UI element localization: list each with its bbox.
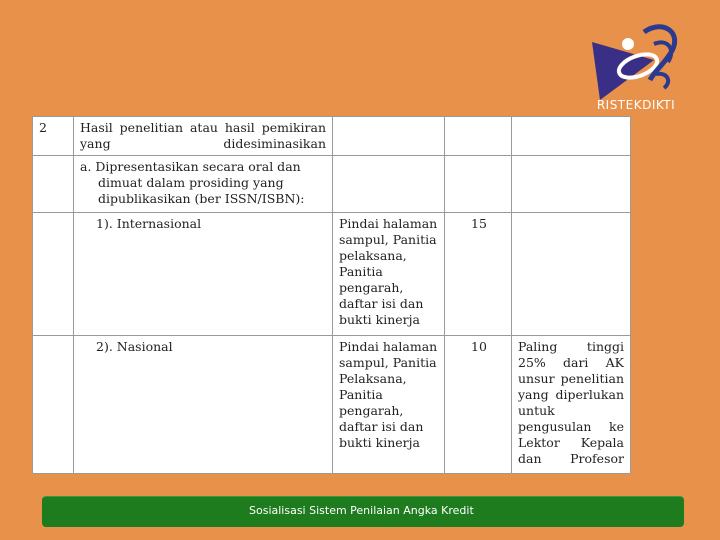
note-cell (512, 213, 631, 336)
table-row (33, 156, 631, 213)
points-cell: 10 (445, 336, 512, 474)
points-cell: 15 (445, 213, 512, 336)
rubric-table (32, 116, 631, 474)
table-row (33, 213, 631, 336)
evidence-cell: Pindai halaman sampul, Panitia Pelaksana, Panitia pengarah, daftar isi dan bukti kinerja (333, 336, 445, 474)
footer-bar (42, 496, 684, 527)
footer-text: Sosialisasi Sistem Penilaian Angka Kredit (249, 504, 474, 517)
subsection-a (74, 156, 333, 213)
subsection-a-line: dimuat dalam prosiding yang (98, 175, 284, 190)
item-label: 2). Nasional (74, 336, 333, 474)
evidence-cell: Pindai halaman sampul, Panitia pelaksana, Panitia pengarah, daftar isi dan bukti kinerja (333, 213, 445, 336)
document-page (32, 116, 630, 473)
subsection-a-line: dipublikasikan (ber ISSN/ISBN): (98, 191, 305, 206)
table-row (33, 117, 631, 156)
item-label: 1). Internasional (74, 213, 333, 336)
note-cell: Paling tinggi 25% dari AK unsur penelitian yang diperlukan untuk pengusulan ke Lektor Kepala dan Profesor (512, 336, 631, 474)
row-number: 2 (33, 117, 74, 156)
table-row (33, 336, 631, 474)
logo-wordmark: RISTEKDIKTI (596, 98, 676, 112)
section-heading: Hasil penelitian atau hasil pemikiran yang didesiminasikan (74, 117, 333, 156)
subsection-a-line: a. Dipresentasikan secara oral dan (80, 159, 301, 174)
